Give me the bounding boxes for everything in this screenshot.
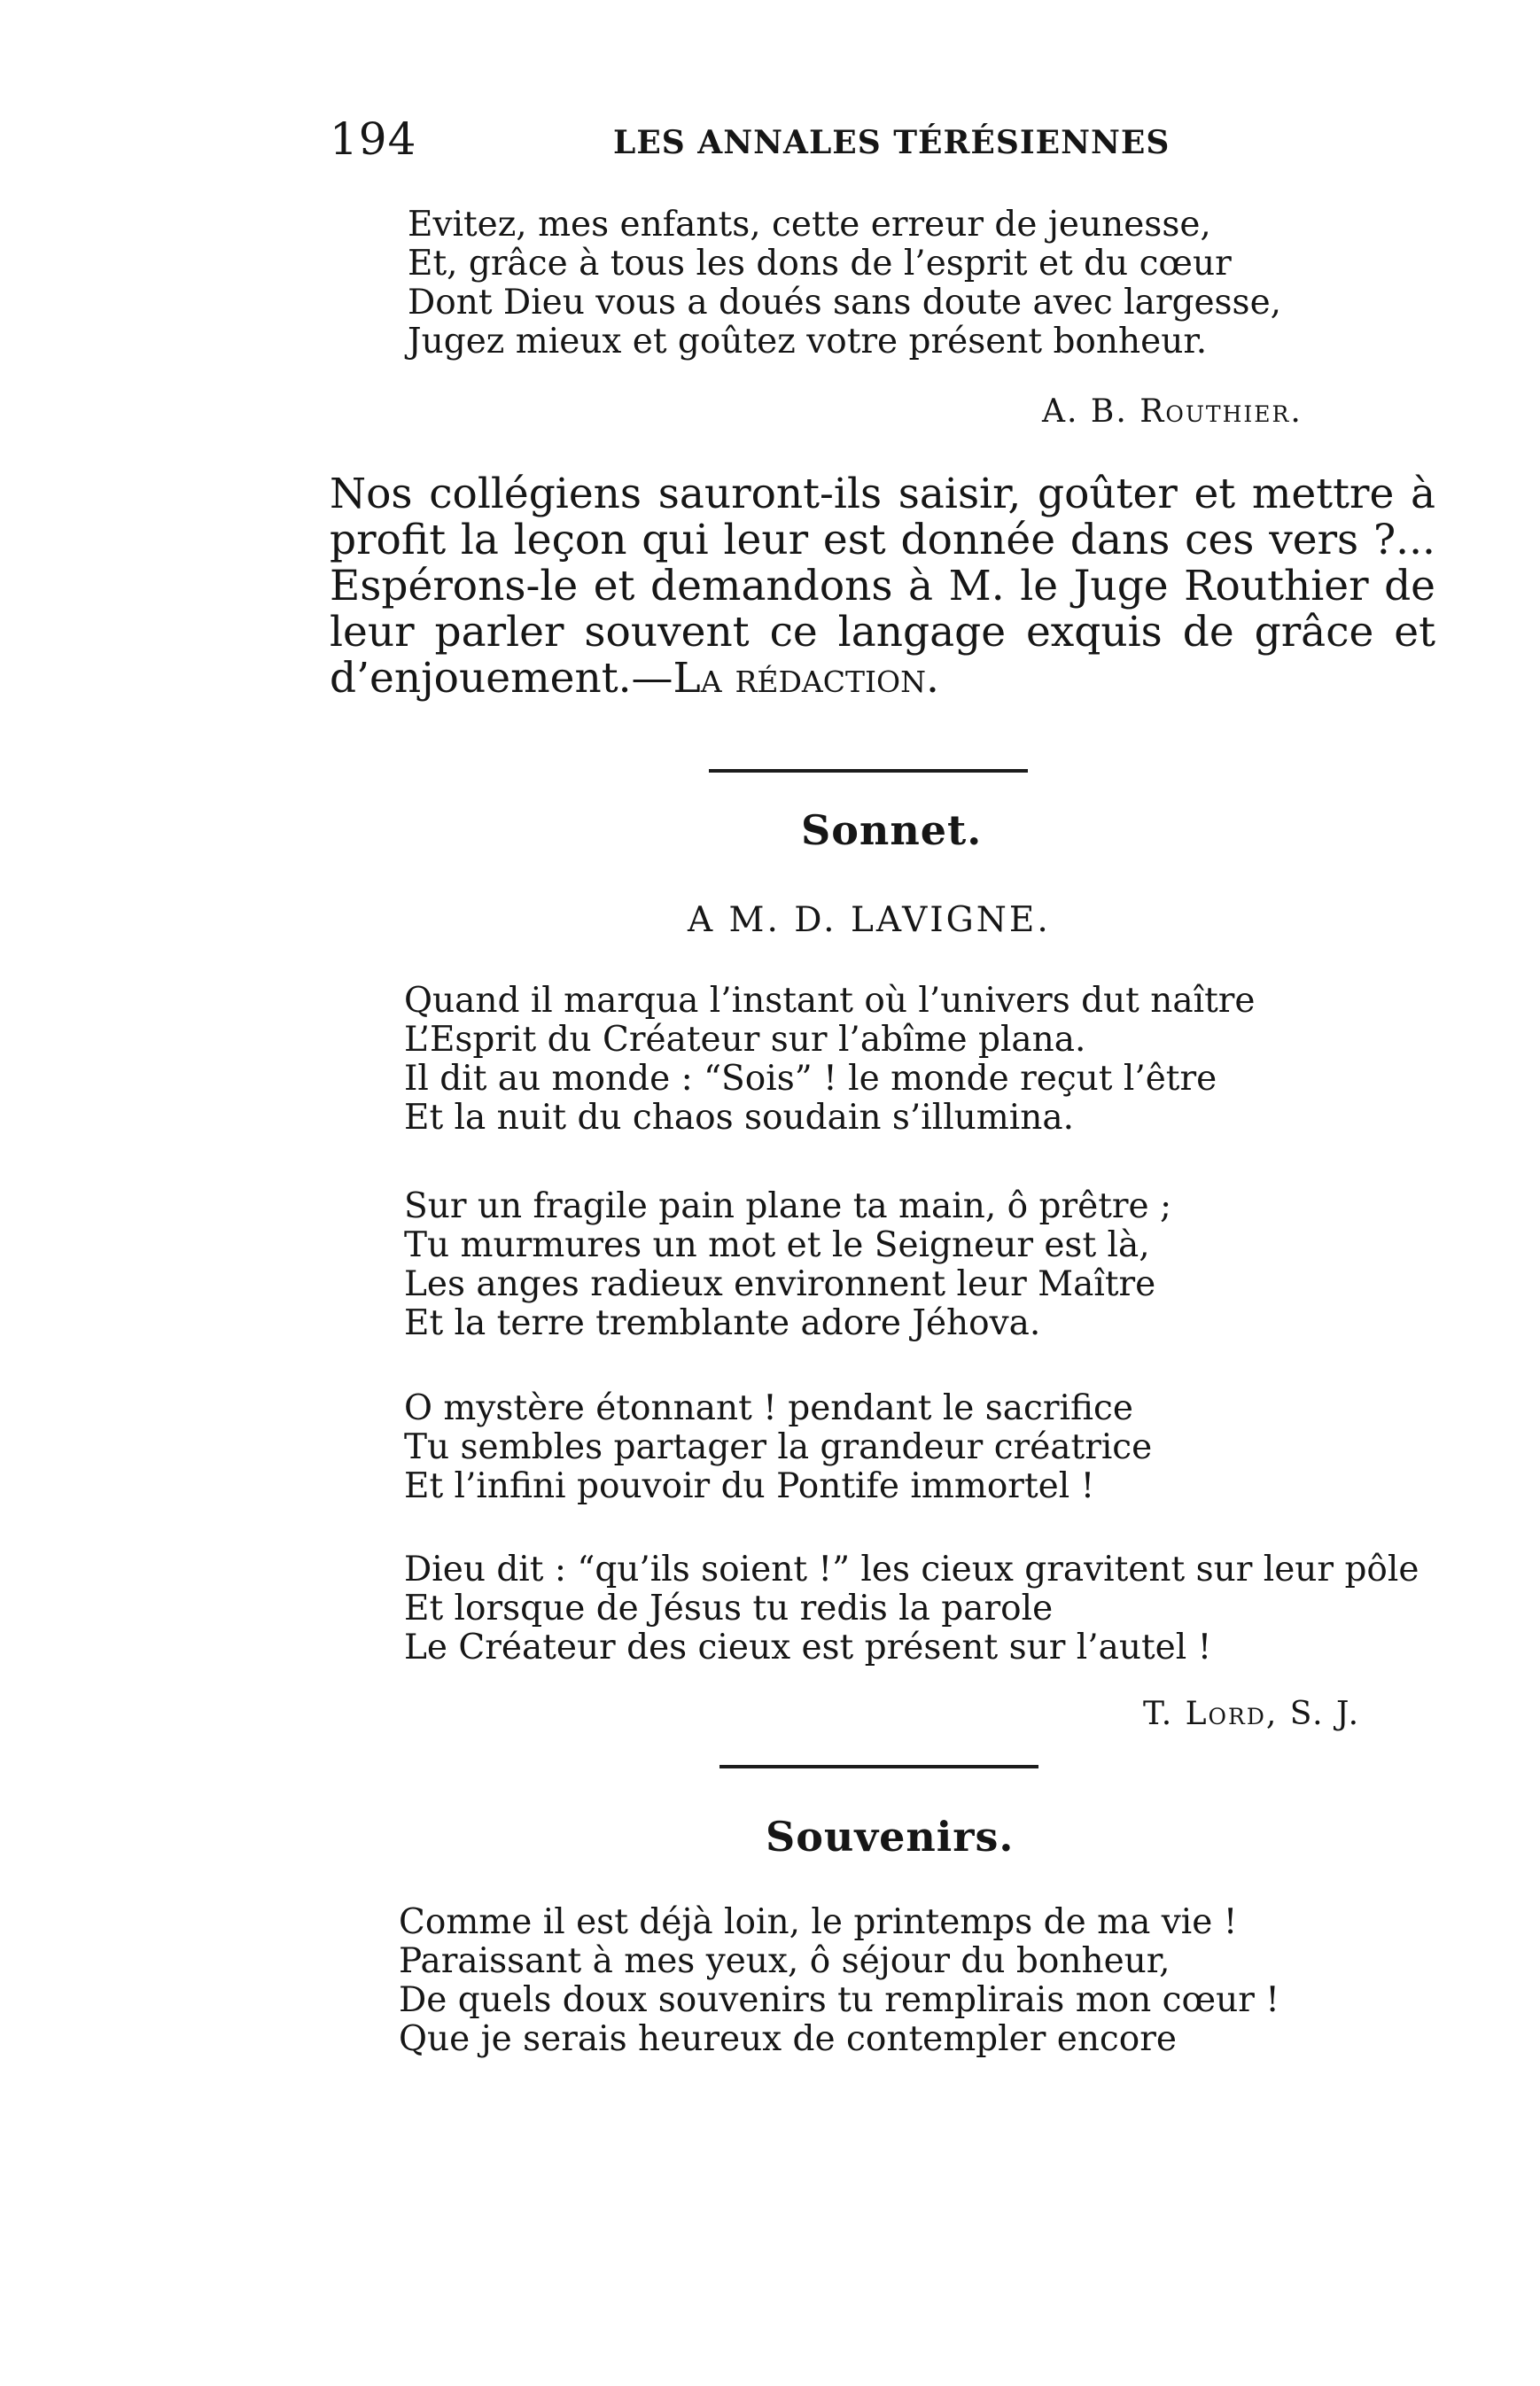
verse-line: Et l’infini pouvoir du Pontife immortel ! xyxy=(404,1466,1095,1506)
sonnet-stanza xyxy=(404,982,1256,1138)
verse-line: Les anges radieux environnent leur Maître xyxy=(404,1264,1156,1304)
verse-line: L’Esprit du Créateur sur l’abîme plana. xyxy=(404,1020,1086,1060)
poem-stanza xyxy=(408,206,1281,361)
verse-line: Paraissant à mes yeux, ô séjour du bonheur, xyxy=(399,1941,1171,1981)
editorial-signature: La rédaction. xyxy=(673,654,939,703)
editorial-text: Nos collégiens sauront-ils saisir, goûter et mettre à profit la leçon qui leur est donnée dans ces vers ?... Espérons-le et demandons à M. le Juge Routhier de leur parler souvent ce langage exquis de grâce et d’enjouement.— xyxy=(330,470,1435,703)
section-title: Souvenirs. xyxy=(766,1813,1015,1861)
poem-signature: A. B. Routhier. xyxy=(1042,393,1303,430)
sonnet-stanza xyxy=(404,1389,1152,1506)
verse-line: Et lorsque de Jésus tu redis la parole xyxy=(404,1589,1054,1628)
verse-line: Et la terre tremblante adore Jéhova. xyxy=(404,1303,1041,1343)
dedication: A M. D. LAVIGNE. xyxy=(688,900,1051,940)
sonnet-stanza xyxy=(404,1551,1419,1667)
sonnet-signature: T. Lord, S. J. xyxy=(1143,1696,1361,1732)
section-title: Sonnet. xyxy=(801,806,983,854)
verse-line: Et la nuit du chaos soudain s’illumina. xyxy=(404,1098,1075,1138)
verse-line: Tu murmures un mot et le Seigneur est là, xyxy=(404,1225,1150,1265)
verse-line: Sur un fragile pain plane ta main, ô prêtre ; xyxy=(404,1186,1172,1226)
verse-line: Dont Dieu vous a doués sans doute avec largesse, xyxy=(408,283,1282,323)
sonnet-stanza xyxy=(404,1187,1171,1343)
verse-line: Dieu dit : “qu’ils soient !” les cieux gravitent sur leur pôle xyxy=(404,1550,1419,1589)
editorial-paragraph xyxy=(330,471,1435,702)
verse-line: Tu sembles partager la grandeur créatrice xyxy=(404,1427,1153,1467)
verse-line: Comme il est déjà loin, le printemps de ma vie ! xyxy=(399,1902,1238,1942)
section-divider xyxy=(709,769,1028,773)
verse-line: Que je serais heureux de contempler encore xyxy=(399,2019,1177,2059)
verse-line: Il dit au monde : “Sois” ! le monde reçut l’être xyxy=(404,1059,1217,1099)
souvenirs-stanza xyxy=(399,1903,1279,2059)
verse-line: De quels doux souvenirs tu remplirais mon cœur ! xyxy=(399,1980,1279,2020)
section-divider xyxy=(719,1765,1038,1768)
running-head xyxy=(330,113,1455,167)
verse-line: Quand il marqua l’instant où l’univers dut naître xyxy=(404,981,1256,1021)
verse-line: O mystère étonnant ! pendant le sacrifice xyxy=(404,1388,1133,1428)
verse-line: Le Créateur des cieux est présent sur l’autel ! xyxy=(404,1628,1212,1667)
verse-line: Evitez, mes enfants, cette erreur de jeunesse, xyxy=(408,205,1211,245)
page-number: 194 xyxy=(330,113,417,165)
verse-line: Jugez mieux et goûtez votre présent bonheur. xyxy=(408,322,1208,361)
verse-line: Et, grâce à tous les dons de l’esprit et du cœur xyxy=(408,244,1232,284)
journal-title: LES ANNALES TÉRÉSIENNES xyxy=(613,124,1171,161)
